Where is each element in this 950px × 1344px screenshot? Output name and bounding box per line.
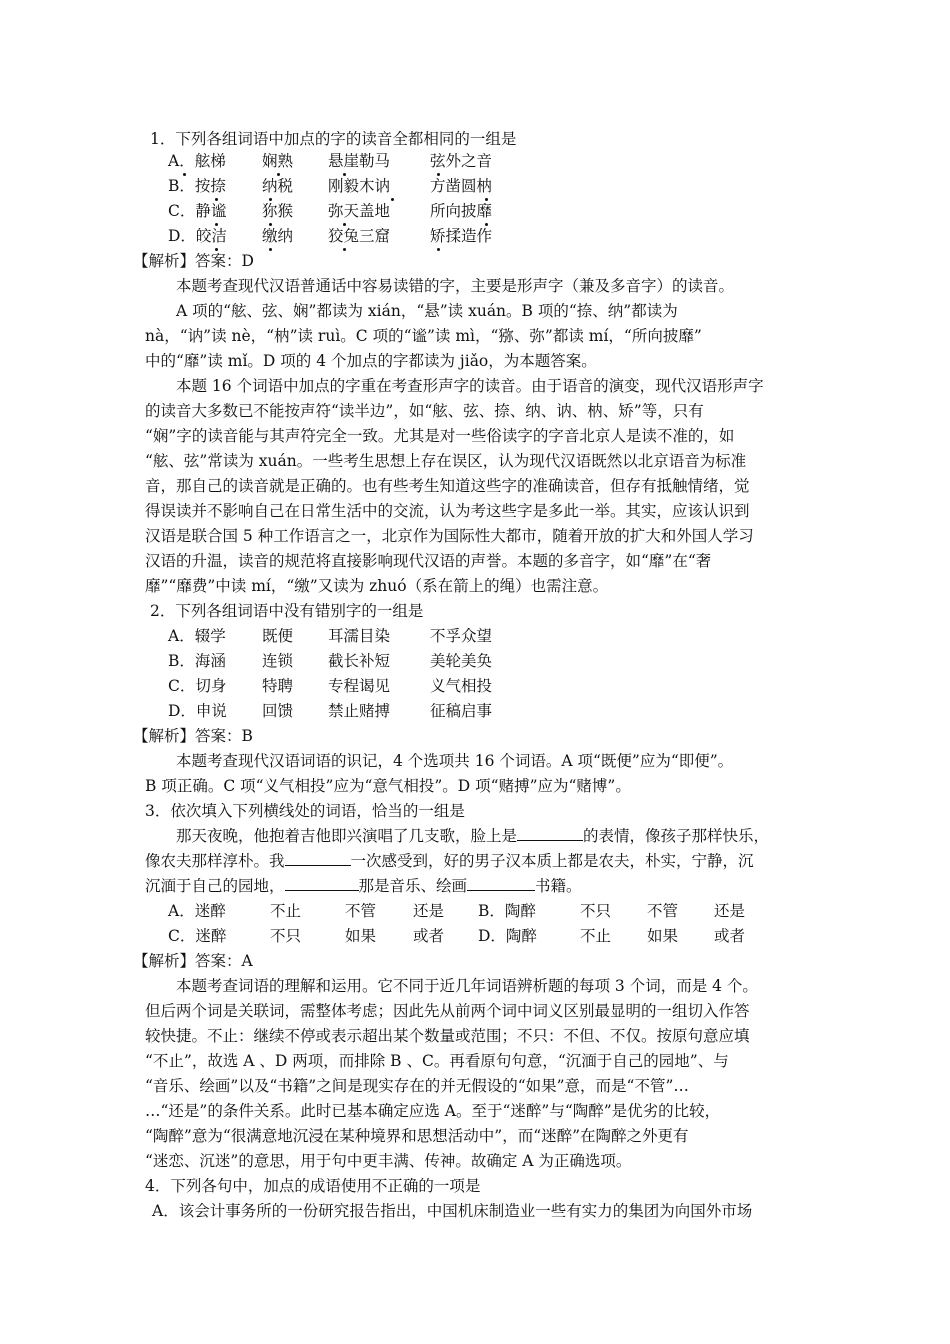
q2-d-word3: 禁止赌搏	[328, 702, 391, 720]
q2-a-word2: 既便	[262, 627, 294, 645]
passage-text: 那是音乐、绘画	[358, 877, 468, 895]
q3-option-cell: 不管	[647, 902, 679, 920]
emphasis-dot	[215, 198, 218, 201]
analysis-line: “舷、弦”常读为 xuán。一些考生思想上存在误区，认为现代汉语既然以北京语音为标准	[145, 452, 747, 470]
q3-option-cell: 还是	[714, 902, 746, 920]
analysis-line: 本题考查现代汉语词语的识记，4 个选项共 16 个词语。A 项“既便”应为“即便”。	[176, 752, 734, 770]
passage-text: 的表情，像孩子那样快乐，	[583, 827, 770, 845]
analysis-line: 的读音大多数已不能按声符“读半边”，如“舷、弦、捺、纳、讷、枘、矫”等，只有	[145, 402, 704, 420]
analysis-line: 但后两个词是关联词，需整体考虑；因此先从前两个词中词义区别最显明的一组切入作答	[145, 1002, 750, 1020]
q2-a-word4: 不孚众望	[430, 627, 493, 645]
analysis-line: 音，那自己的读音就是正确的。也有些考生知道这些字的准确读音，但存有抵触情绪，觉	[145, 477, 750, 495]
q2-c-word3: 专程谒见	[328, 677, 391, 695]
emphasis-dot	[269, 248, 272, 251]
analysis-line: 本题考查现代汉语普通话中容易读错的字，主要是形声字（兼及多音字）的读音。	[176, 277, 735, 295]
q1-c-word4: 所向披靡	[430, 202, 493, 220]
emphasis-dot	[343, 248, 346, 251]
q2-b-word3: 截长补短	[328, 652, 391, 670]
fill-blank	[517, 825, 583, 841]
q3-option-cell: 不止	[270, 902, 302, 920]
analysis-line: 较快捷。不止：继续不停或表示超出某个数量或范围；不只：不但、不仅。按原句意应填	[145, 1027, 750, 1045]
q3-option-cell: 不只	[580, 902, 612, 920]
q3-option-cell: 还是	[413, 902, 445, 920]
q1-b-word1: B．按捺	[168, 177, 226, 195]
q3-passage-line	[176, 825, 769, 847]
q2-d-word1: D．申说	[168, 702, 227, 720]
q1-d-word4: 矫揉造作	[430, 227, 493, 245]
emphasis-dot	[215, 223, 218, 226]
q3-option-cell: D．陶醉	[478, 927, 537, 945]
q3-passage-line	[145, 875, 582, 897]
q1-a-word4: 弦外之音	[430, 152, 493, 170]
q3-passage-line	[145, 850, 754, 872]
q3-option-cell: 不只	[270, 927, 302, 945]
q4-option-a: A．该会计事务所的一份研究报告指出，中国机床制造业一些有实力的集团为向国外市场	[152, 1202, 753, 1220]
emphasis-dot	[485, 198, 488, 201]
q3-option-cell: 如果	[345, 927, 377, 945]
q2-c-word2: 特聘	[262, 677, 294, 695]
q1-b-word4: 方凿圆枘	[430, 177, 493, 195]
q3-option-cell: 不管	[345, 902, 377, 920]
q1-a-word2: 娴熟	[262, 152, 294, 170]
emphasis-dot	[485, 223, 488, 226]
q2-answer: 【解析】答案：B	[133, 727, 253, 745]
q3-answer: 【解析】答案：A	[133, 952, 253, 970]
q1-b-word3: 刚毅木讷	[328, 177, 391, 195]
q3-option-cell: A．迷醉	[168, 902, 226, 920]
analysis-line: B 项正确。C 项“义气相投”应为“意气相投”。D 项“赌搏”应为“赌博”。	[145, 777, 631, 795]
fill-blank	[285, 875, 359, 891]
q3-stem: 3．依次填入下列横线处的词语，恰当的一组是	[145, 802, 465, 820]
emphasis-dot	[437, 248, 440, 251]
q3-option-cell: B．陶醉	[478, 902, 536, 920]
q2-c-word1: C．切身	[168, 677, 227, 695]
q2-c-word4: 义气相投	[430, 677, 493, 695]
analysis-line: “娴”字的读音能与其声符完全一致。尤其是对一些俗读字的字音北京人是读不准的，如	[145, 427, 735, 445]
q1-d-word1: D．皎洁	[168, 227, 227, 245]
passage-text: 沉湎于自己的园地，	[145, 877, 285, 895]
analysis-line: “陶醉”意为“很满意地沉浸在某种境界和思想活动中”，而“迷醉”在陶醉之外更有	[145, 1127, 689, 1145]
q3-option-cell: 不止	[580, 927, 612, 945]
passage-text: 那天夜晚，他抱着吉他即兴演唱了几支歌，脸上是	[176, 827, 518, 845]
analysis-line: 本题考查词语的理解和运用。它不同于近几年词语辨析题的每项 3 个词，而是 4 个。	[176, 977, 758, 995]
analysis-line: nà，“讷”读 nè，“枘”读 ruì。C 项的“谧”读 mì，“猕、弥”都读 mí，“所向披靡”	[145, 327, 702, 345]
analysis-line: 得误读并不影响自己在日常生活中的交流，认为考这些字是多此一举。其实，应该认识到	[145, 502, 750, 520]
analysis-line: 中的“靡”读 mǐ。D 项的 4 个加点的字都读为 jiǎo，为本题答案。	[145, 352, 597, 370]
q2-a-word3: 耳濡目染	[328, 627, 391, 645]
q3-option-cell: C．迷醉	[168, 927, 227, 945]
q1-a-word1: A．舷梯	[168, 152, 226, 170]
q1-a-word3: 悬崖勒马	[328, 152, 391, 170]
q1-c-word3: 弥天盖地	[328, 202, 391, 220]
q2-b-word2: 连锁	[262, 652, 294, 670]
q4-stem: 4．下列各句中，加点的成语使用不正确的一项是	[145, 1177, 481, 1195]
q1-d-word2: 缴纳	[262, 227, 294, 245]
analysis-line: 靡”“靡费”中读 mí，“缴”又读为 zhuó（系在箭上的绳）也需注意。	[145, 577, 609, 595]
emphasis-dot	[343, 173, 346, 176]
emphasis-dot	[391, 198, 394, 201]
emphasis-dot	[269, 223, 272, 226]
q1-c-word2: 狝猴	[262, 202, 294, 220]
passage-text: 书籍。	[535, 877, 582, 895]
emphasis-dot	[437, 173, 440, 176]
analysis-line: 汉语是联合国 5 种工作语言之一，北京作为国际性大都市，随着开放的扩大和外国人学习	[145, 527, 754, 545]
passage-text: 像农夫那样淳朴。我	[145, 852, 285, 870]
analysis-line: “音乐、绘画”以及“书籍”之间是现实存在的并无假设的“如果”意，而是“不管”…	[145, 1077, 689, 1095]
analysis-line: 本题 16 个词语中加点的字重在考查形声字的读音。由于语音的演变，现代汉语形声字	[176, 377, 764, 395]
q2-b-word4: 美轮美奂	[430, 652, 493, 670]
q3-option-cell: 或者	[714, 927, 746, 945]
analysis-line: “不止”，故选 A 、D 两项，而排除 B 、C。再看原句句意，“沉湎于自己的园地”、与	[145, 1052, 729, 1070]
q2-a-word1: A．辍学	[168, 627, 226, 645]
emphasis-dot	[277, 173, 280, 176]
q1-c-word1: C．静谧	[168, 202, 227, 220]
q1-d-word3: 狡兔三窟	[328, 227, 391, 245]
passage-text: 一次感受到，好的男子汉本质上都是农夫，朴实，宁静，沉	[350, 852, 754, 870]
fill-blank	[467, 875, 535, 891]
analysis-line: “迷恋、沉迷”的意思，用于句中更丰满、传神。故确定 A 为正确选项。	[145, 1152, 632, 1170]
q1-stem: 1．下列各组词语中加点的字的读音全都相同的一组是	[150, 130, 517, 148]
q3-option-cell: 如果	[647, 927, 679, 945]
q2-d-word4: 征稿启事	[430, 702, 493, 720]
q2-stem: 2．下列各组词语中没有错别字的一组是	[150, 602, 424, 620]
analysis-line: A 项的“舷、弦、娴”都读为 xián，“悬”读 xuán。B 项的“捺、纳”都读为	[176, 302, 678, 320]
q2-b-word1: B．海涵	[168, 652, 226, 670]
analysis-line: …“还是”的条件关系。此时已基本确定应选 A。至于“迷醉”与“陶醉”是优劣的比较，	[145, 1102, 721, 1120]
q1-answer: 【解析】答案：D	[133, 252, 254, 270]
emphasis-dot	[343, 223, 346, 226]
q3-option-cell: 或者	[413, 927, 445, 945]
q2-d-word2: 回馈	[262, 702, 294, 720]
q1-b-word2: 纳税	[262, 177, 294, 195]
analysis-line: 汉语的升温，读音的规范将直接影响现代汉语的声誉。本题的多音字，如“靡”在“奢	[145, 552, 712, 570]
emphasis-dot	[269, 198, 272, 201]
emphasis-dot	[183, 173, 186, 176]
fill-blank	[285, 850, 351, 866]
